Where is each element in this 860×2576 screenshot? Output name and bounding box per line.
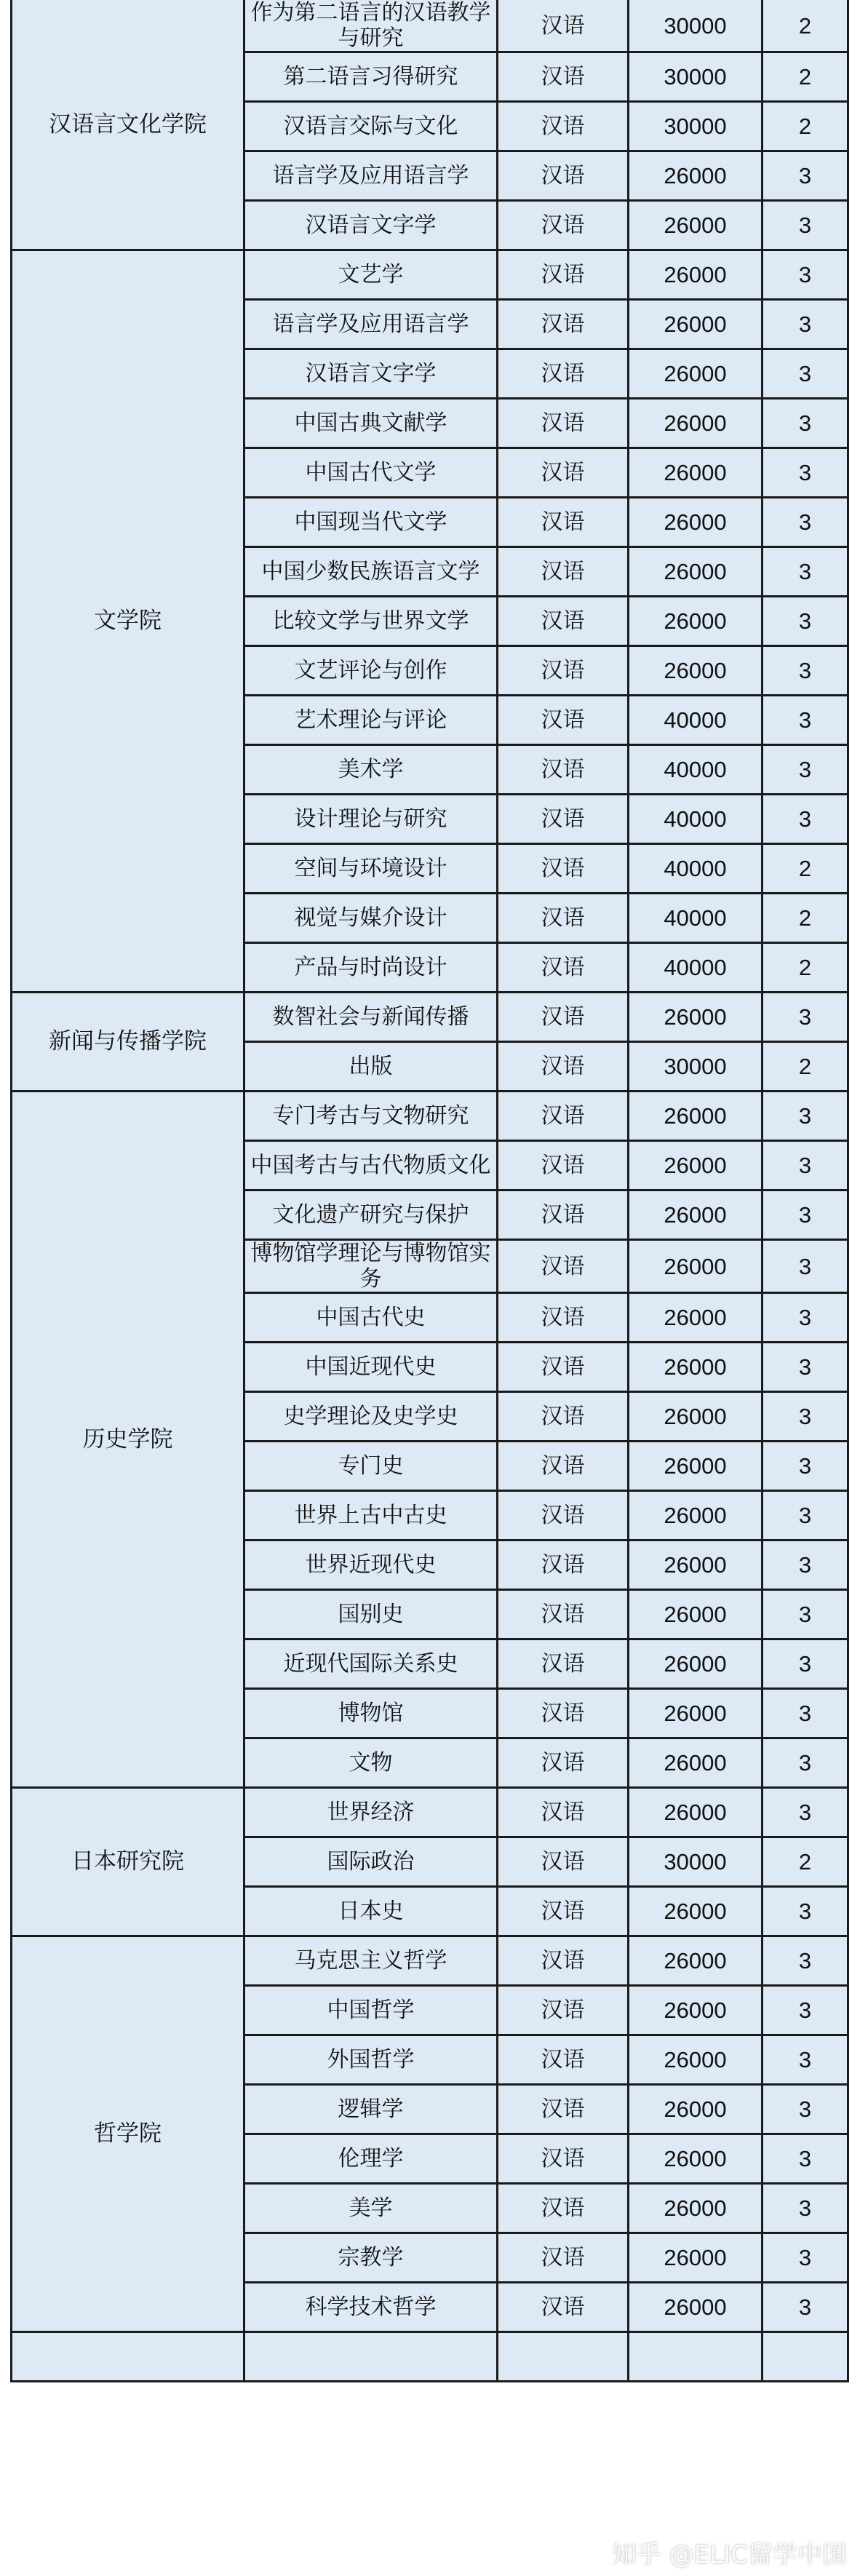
language-cell: 汉语 [498,894,629,943]
major-cell: 中国考古与古代物质文化 [244,1141,498,1190]
years-cell: 2 [763,943,848,993]
years-cell: 2 [763,52,848,102]
language-cell: 汉语 [498,498,629,547]
major-cell: 中国哲学 [244,1986,498,2035]
years-cell: 3 [763,2184,848,2233]
fee-cell: 40000 [629,894,763,943]
years-cell: 3 [763,597,848,646]
fee-cell: 26000 [629,1738,763,1788]
fee-cell: 30000 [629,0,763,52]
language-cell: 汉语 [498,2134,629,2184]
major-cell: 美学 [244,2184,498,2233]
years-cell: 3 [763,1392,848,1442]
language-cell: 汉语 [498,1887,629,1936]
major-cell: 国际政治 [244,1837,498,1887]
years-cell: 3 [763,448,848,498]
fee-cell: 26000 [629,1092,763,1141]
table-row [12,0,848,52]
table-row [12,250,848,300]
major-cell: 宗教学 [244,2233,498,2283]
major-cell: 近现代国际关系史 [244,1639,498,1689]
language-cell: 汉语 [498,597,629,646]
language-cell: 汉语 [498,448,629,498]
language-cell: 汉语 [498,1092,629,1141]
major-cell [244,2332,498,2382]
years-cell: 3 [763,1986,848,2035]
college-cell [12,2332,244,2382]
fee-cell: 26000 [629,1689,763,1738]
language-cell: 汉语 [498,1240,629,1293]
major-cell: 文物 [244,1738,498,1788]
language-cell: 汉语 [498,1442,629,1491]
years-cell: 3 [763,2085,848,2134]
major-cell: 文艺评论与创作 [244,646,498,696]
major-cell: 日本史 [244,1887,498,1936]
years-cell: 3 [763,547,848,597]
years-cell: 3 [763,1343,848,1392]
fee-cell: 26000 [629,993,763,1042]
language-cell [498,2332,629,2382]
language-cell: 汉语 [498,1837,629,1887]
fee-cell: 26000 [629,250,763,300]
years-cell: 2 [763,844,848,894]
years-cell: 3 [763,349,848,399]
major-cell: 语言学及应用语言学 [244,151,498,201]
table-row-partial [12,2332,848,2382]
language-cell: 汉语 [498,2085,629,2134]
major-cell: 世界近现代史 [244,1541,498,1590]
language-cell: 汉语 [498,102,629,151]
years-cell: 3 [763,2233,848,2283]
language-cell: 汉语 [498,795,629,844]
years-cell: 3 [763,201,848,250]
language-cell: 汉语 [498,547,629,597]
fee-cell: 26000 [629,1491,763,1541]
major-cell: 史学理论及史学史 [244,1392,498,1442]
table-row [12,1788,848,1837]
major-cell: 专门考古与文物研究 [244,1092,498,1141]
fee-cell: 26000 [629,349,763,399]
major-cell: 第二语言习得研究 [244,52,498,102]
college-cell: 汉语言文化学院 [12,0,244,250]
major-cell: 中国古代文学 [244,448,498,498]
language-cell: 汉语 [498,1986,629,2035]
major-cell: 语言学及应用语言学 [244,300,498,349]
language-cell: 汉语 [498,0,629,52]
language-cell: 汉语 [498,1788,629,1837]
fee-cell: 26000 [629,597,763,646]
fee-cell: 26000 [629,2035,763,2085]
years-cell: 2 [763,0,848,52]
language-cell: 汉语 [498,52,629,102]
years-cell: 3 [763,1788,848,1837]
major-cell: 设计理论与研究 [244,795,498,844]
years-cell: 3 [763,1141,848,1190]
major-cell: 世界经济 [244,1788,498,1837]
years-cell: 3 [763,300,848,349]
fee-cell: 40000 [629,943,763,993]
fee-cell: 40000 [629,844,763,894]
language-cell: 汉语 [498,1190,629,1240]
fee-cell: 26000 [629,2233,763,2283]
years-cell: 2 [763,1837,848,1887]
years-cell: 3 [763,993,848,1042]
language-cell: 汉语 [498,349,629,399]
language-cell: 汉语 [498,1689,629,1738]
language-cell: 汉语 [498,250,629,300]
fee-cell: 30000 [629,102,763,151]
major-cell: 中国古典文献学 [244,399,498,448]
major-cell: 产品与时尚设计 [244,943,498,993]
language-cell: 汉语 [498,300,629,349]
fee-cell: 26000 [629,2134,763,2184]
language-cell: 汉语 [498,696,629,745]
years-cell: 3 [763,1293,848,1343]
major-cell: 中国近现代史 [244,1343,498,1392]
major-cell: 伦理学 [244,2134,498,2184]
fee-cell [629,2332,763,2382]
major-cell: 国别史 [244,1590,498,1639]
major-cell: 博物馆学理论与博物馆实务 [244,1240,498,1293]
major-cell: 艺术理论与评论 [244,696,498,745]
table-row [12,993,848,1042]
major-cell: 出版 [244,1042,498,1092]
fee-cell: 26000 [629,1240,763,1293]
fee-cell: 26000 [629,1392,763,1442]
years-cell: 2 [763,894,848,943]
fee-cell: 26000 [629,151,763,201]
years-cell: 3 [763,399,848,448]
language-cell: 汉语 [498,993,629,1042]
major-cell: 博物馆 [244,1689,498,1738]
years-cell: 3 [763,1491,848,1541]
language-cell: 汉语 [498,399,629,448]
major-cell: 专门史 [244,1442,498,1491]
years-cell [763,2332,848,2382]
fee-cell: 26000 [629,448,763,498]
fee-cell: 30000 [629,52,763,102]
fee-cell: 30000 [629,1837,763,1887]
major-cell: 美术学 [244,745,498,795]
major-cell: 数智社会与新闻传播 [244,993,498,1042]
language-cell: 汉语 [498,201,629,250]
fee-cell: 26000 [629,646,763,696]
fee-cell: 26000 [629,2184,763,2233]
fee-cell: 26000 [629,1936,763,1986]
years-cell: 3 [763,696,848,745]
language-cell: 汉语 [498,1639,629,1689]
language-cell: 汉语 [498,1541,629,1590]
language-cell: 汉语 [498,646,629,696]
years-cell: 3 [763,250,848,300]
language-cell: 汉语 [498,151,629,201]
language-cell: 汉语 [498,745,629,795]
fee-cell: 30000 [629,1042,763,1092]
years-cell: 3 [763,1190,848,1240]
language-cell: 汉语 [498,1738,629,1788]
language-cell: 汉语 [498,1491,629,1541]
major-cell: 中国现当代文学 [244,498,498,547]
language-cell: 汉语 [498,1293,629,1343]
major-cell: 逻辑学 [244,2085,498,2134]
major-cell: 汉语言文字学 [244,349,498,399]
years-cell: 2 [763,1042,848,1092]
years-cell: 2 [763,102,848,151]
fee-cell: 26000 [629,1986,763,2035]
fee-cell: 40000 [629,795,763,844]
language-cell: 汉语 [498,2184,629,2233]
fee-cell: 40000 [629,745,763,795]
college-cell: 历史学院 [12,1092,244,1788]
fee-cell: 26000 [629,2283,763,2332]
language-cell: 汉语 [498,1343,629,1392]
fee-cell: 26000 [629,399,763,448]
major-cell: 作为第二语言的汉语教学与研究 [244,0,498,52]
major-cell: 汉语言交际与文化 [244,102,498,151]
language-cell: 汉语 [498,1392,629,1442]
language-cell: 汉语 [498,844,629,894]
fee-cell: 26000 [629,1590,763,1639]
table-row [12,1092,848,1141]
language-cell: 汉语 [498,1936,629,1986]
college-cell: 新闻与传播学院 [12,993,244,1092]
fee-cell: 26000 [629,300,763,349]
major-cell: 中国古代史 [244,1293,498,1343]
years-cell: 3 [763,498,848,547]
language-cell: 汉语 [498,1141,629,1190]
watermark: 知乎 @ELIC留学中国 [612,2540,847,2569]
table-row [12,1936,848,1986]
fee-cell: 26000 [629,201,763,250]
fee-cell: 26000 [629,1293,763,1343]
years-cell: 3 [763,2283,848,2332]
years-cell: 3 [763,795,848,844]
years-cell: 3 [763,1936,848,1986]
years-cell: 3 [763,151,848,201]
years-cell: 3 [763,1541,848,1590]
language-cell: 汉语 [498,2035,629,2085]
major-cell: 外国哲学 [244,2035,498,2085]
fee-cell: 26000 [629,547,763,597]
years-cell: 3 [763,2134,848,2184]
major-cell: 汉语言文字学 [244,201,498,250]
fee-cell: 26000 [629,2085,763,2134]
years-cell: 3 [763,1240,848,1293]
years-cell: 3 [763,1442,848,1491]
college-cell: 文学院 [12,250,244,993]
college-cell: 哲学院 [12,1936,244,2332]
years-cell: 3 [763,646,848,696]
language-cell: 汉语 [498,943,629,993]
years-cell: 3 [763,1887,848,1936]
fee-cell: 40000 [629,696,763,745]
program-table [10,0,849,2382]
language-cell: 汉语 [498,2283,629,2332]
fee-cell: 26000 [629,1887,763,1936]
major-cell: 世界上古中古史 [244,1491,498,1541]
fee-cell: 26000 [629,1141,763,1190]
years-cell: 3 [763,2035,848,2085]
language-cell: 汉语 [498,1042,629,1092]
years-cell: 3 [763,1738,848,1788]
language-cell: 汉语 [498,2233,629,2283]
fee-cell: 26000 [629,1190,763,1240]
language-cell: 汉语 [498,1590,629,1639]
major-cell: 科学技术哲学 [244,2283,498,2332]
major-cell: 中国少数民族语言文学 [244,547,498,597]
fee-cell: 26000 [629,1541,763,1590]
major-cell: 视觉与媒介设计 [244,894,498,943]
fee-cell: 26000 [629,1343,763,1392]
years-cell: 3 [763,745,848,795]
years-cell: 3 [763,1689,848,1738]
years-cell: 3 [763,1092,848,1141]
years-cell: 3 [763,1639,848,1689]
program-table-body [12,0,848,2382]
college-cell: 日本研究院 [12,1788,244,1936]
major-cell: 空间与环境设计 [244,844,498,894]
fee-cell: 26000 [629,498,763,547]
major-cell: 文化遗产研究与保护 [244,1190,498,1240]
major-cell: 文艺学 [244,250,498,300]
fee-cell: 26000 [629,1639,763,1689]
fee-cell: 26000 [629,1788,763,1837]
major-cell: 马克思主义哲学 [244,1936,498,1986]
major-cell: 比较文学与世界文学 [244,597,498,646]
fee-cell: 26000 [629,1442,763,1491]
years-cell: 3 [763,1590,848,1639]
